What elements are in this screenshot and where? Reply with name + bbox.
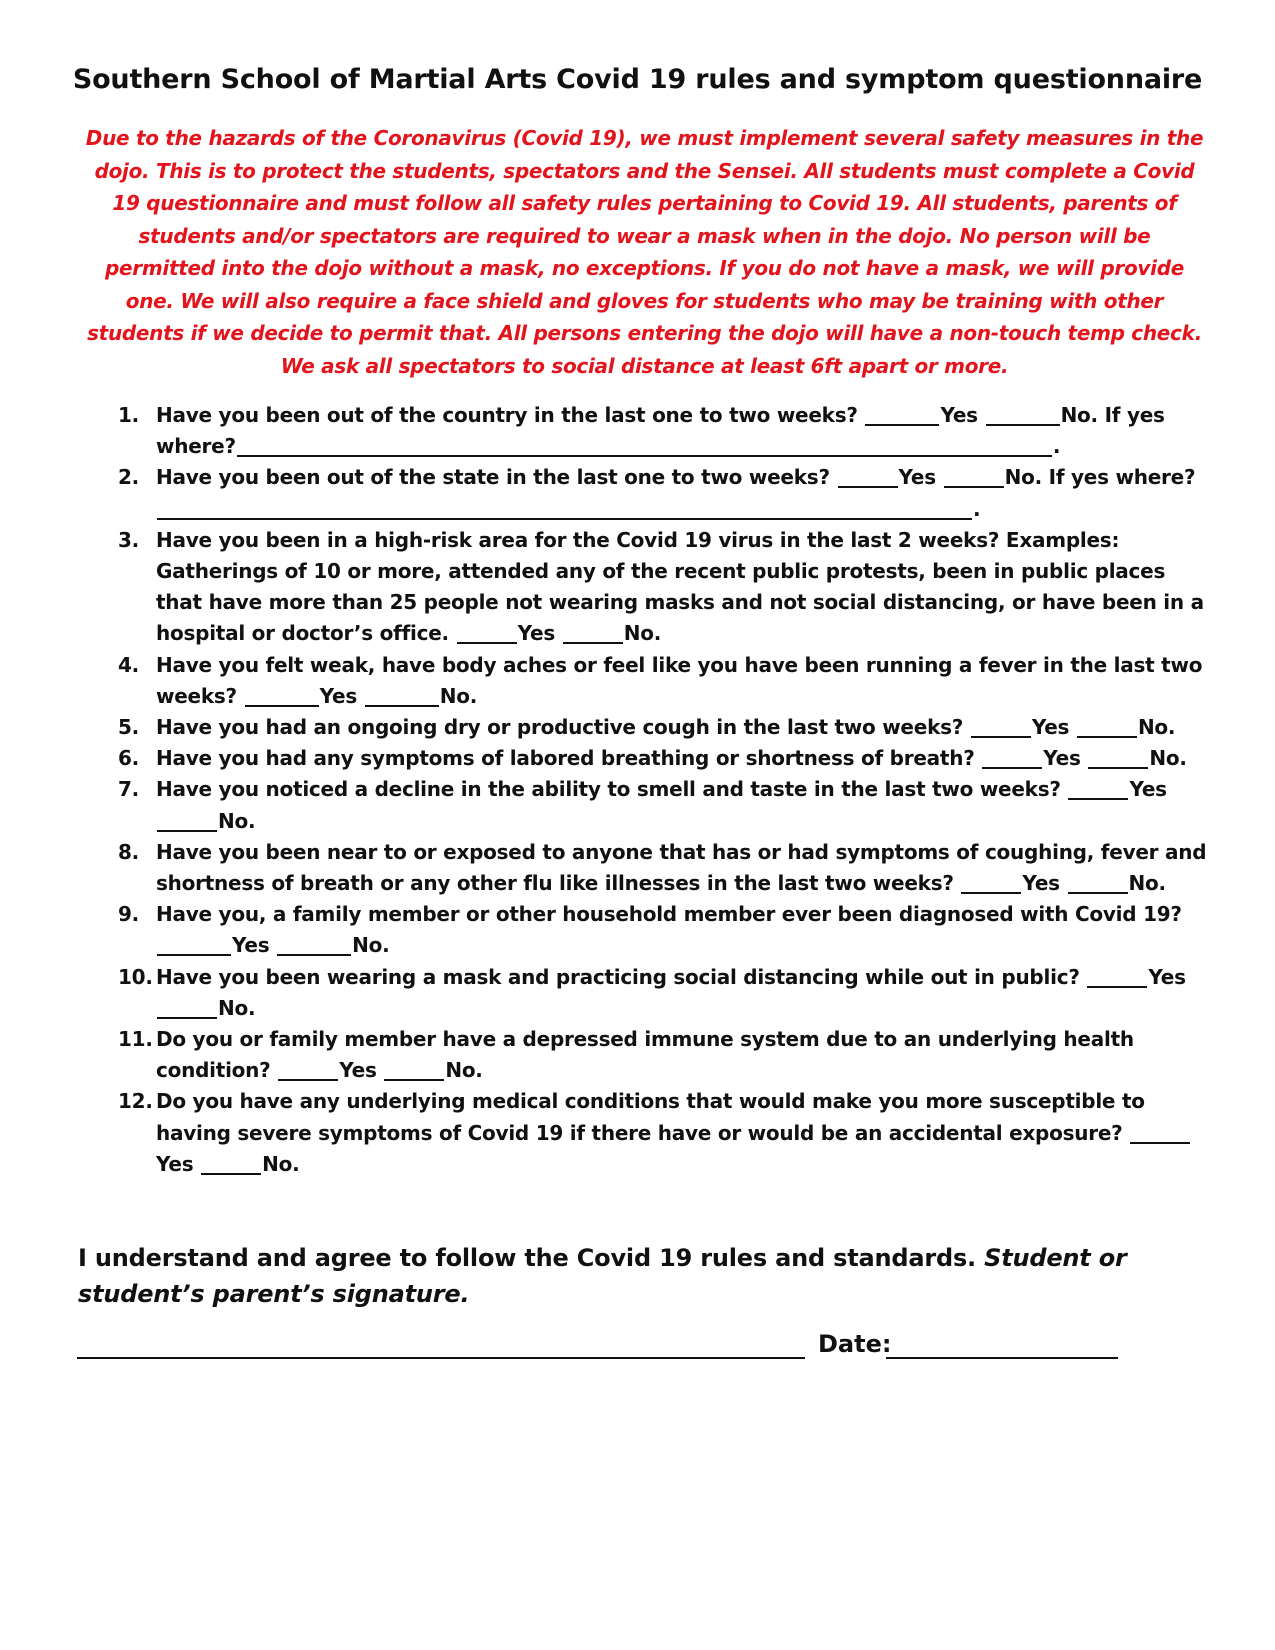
no-answer-line[interactable] — [157, 996, 217, 1019]
no-answer-line[interactable] — [986, 403, 1060, 426]
no-label: No. — [352, 933, 390, 958]
no-label: No. — [1149, 746, 1187, 771]
yes-label: Yes — [1148, 964, 1186, 989]
no-answer-line[interactable] — [944, 465, 1004, 488]
line-end-period: . — [973, 496, 981, 521]
question-number: 12. — [118, 1089, 153, 1114]
question-text: Have you had any symptoms of labored breathing or shortness of breath? — [156, 746, 975, 771]
yes-answer-line[interactable] — [961, 871, 1021, 894]
yes-label: Yes — [1022, 871, 1060, 896]
no-answer-line[interactable] — [1068, 871, 1128, 894]
agreement-statement — [78, 1240, 1208, 1312]
yes-label: Yes — [232, 933, 270, 958]
no-answer-line[interactable] — [384, 1058, 444, 1081]
question-text: Have you been out of the country in the last one to two weeks? — [156, 403, 858, 427]
question-text: Have you felt weak, have body aches or feel like you have been running a fever in the last two weeks? — [156, 652, 1203, 708]
question-4 — [118, 650, 1208, 712]
question-text: Have you been in a high-risk area for the Covid 19 virus in the last 2 weeks? Examples: Gatherings of 10 or more, attended any of the recent public protests, been in public places that have more than 25 people not wearing masks and not social distancing, or have been in a hospital or doctor’s office. — [156, 527, 1204, 646]
question-7 — [118, 774, 1208, 836]
no-label: No. — [218, 808, 256, 833]
no-label: No. — [1128, 871, 1166, 896]
no-answer-line[interactable] — [563, 621, 623, 644]
yes-label: Yes — [940, 403, 978, 427]
question-text: Do you or family member have a depressed immune system due to an underlying health condition? — [156, 1027, 1134, 1083]
no-answer-line[interactable] — [157, 809, 217, 832]
question-number: 4. — [118, 652, 140, 677]
yes-label: Yes — [156, 1151, 194, 1176]
yes-answer-line[interactable] — [1068, 777, 1128, 800]
question-list — [118, 400, 1208, 1180]
question-text: Have you, a family member or other household member ever been diagnosed with Covid 19? — [156, 902, 1182, 927]
where-answer-line[interactable] — [157, 497, 972, 520]
page-title: Southern School of Martial Arts Covid 19 rules and symptom questionnaire — [72, 64, 1203, 95]
yes-answer-line[interactable] — [157, 933, 231, 956]
question-text: Have you been wearing a mask and practicing social distancing while out in public? — [156, 964, 1080, 989]
yes-answer-line[interactable] — [1087, 965, 1147, 988]
question-12 — [118, 1086, 1208, 1180]
question-2 — [118, 462, 1208, 524]
yes-answer-line[interactable] — [838, 465, 898, 488]
question-number: 8. — [118, 839, 140, 864]
date-label: Date: — [818, 1330, 892, 1358]
yes-answer-line[interactable] — [245, 684, 319, 707]
yes-label: Yes — [1031, 715, 1070, 740]
question-6 — [118, 743, 1208, 774]
question-number: 5. — [118, 715, 140, 740]
question-9 — [118, 899, 1208, 961]
line-end-period: . — [1052, 434, 1061, 459]
question-1 — [118, 400, 1208, 462]
no-label: No. — [439, 683, 478, 708]
yes-label: Yes — [1043, 746, 1081, 771]
agreement-text: I understand and agree to follow the Covid 19 rules and standards. — [78, 1244, 976, 1272]
question-text: Have you noticed a decline in the ability to smell and taste in the last two weeks? — [156, 777, 1061, 802]
question-8 — [118, 837, 1208, 899]
no-label: No. If yes — [1060, 403, 1165, 427]
question-number: 2. — [118, 465, 140, 490]
question-number: 3. — [118, 527, 140, 552]
where-label: where? — [1115, 465, 1196, 490]
yes-answer-line[interactable] — [982, 746, 1042, 769]
yes-label: Yes — [1129, 777, 1167, 802]
no-label: No. If yes — [1004, 465, 1109, 490]
yes-answer-line[interactable] — [865, 403, 939, 426]
where-label: where? — [156, 434, 236, 459]
yes-label: Yes — [898, 465, 936, 490]
question-text: Have you been out of the state in the last one to two weeks? — [156, 465, 830, 490]
question-number: 6. — [118, 746, 140, 771]
no-label: No. — [218, 995, 256, 1020]
no-label: No. — [1137, 715, 1176, 740]
signature-label: Student or student’s parent’s signature. — [78, 1244, 1127, 1308]
safety-rules-notice: Due to the hazards of the Coronavirus (Covid 19), we must implement several safety measures in the dojo. This is to protect the students, spectators and the Sensei. All students must complete a Covid 19 questionnaire and must follow all safety rules pertaining to Covid 19. All students, parents of students and/or spectators are required to wear a mask when in the dojo. No person will be permitted into the dojo without a mask, no exceptions. If you do not have a mask, we will provide one. We will also require a face shield and gloves for students who may be training with other students if we decide to permit that. All persons entering the dojo will have a non-touch temp check. We ask all spectators to social distance at least 6ft apart or more. — [85, 126, 1204, 378]
where-answer-line[interactable] — [237, 434, 1052, 457]
question-11 — [118, 1024, 1208, 1086]
no-answer-line[interactable] — [365, 684, 439, 707]
no-answer-line[interactable] — [1077, 715, 1137, 738]
question-text: Have you had an ongoing dry or productive cough in the last two weeks? — [156, 715, 964, 740]
question-number: 1. — [118, 403, 140, 427]
yes-answer-line[interactable] — [278, 1058, 338, 1081]
no-label: No. — [445, 1058, 483, 1083]
date-line[interactable] — [886, 1357, 1118, 1359]
question-number: 9. — [118, 902, 140, 927]
no-label: No. — [623, 621, 662, 646]
question-number: 7. — [118, 777, 140, 802]
yes-label: Yes — [339, 1058, 377, 1083]
question-text: Do you have any underlying medical conditions that would make you more susceptible to having severe symptoms of Covid 19 if there have or would be an accidental exposure? — [156, 1089, 1145, 1145]
no-answer-line[interactable] — [1088, 746, 1148, 769]
yes-answer-line[interactable] — [457, 621, 517, 644]
yes-label: Yes — [319, 683, 358, 708]
yes-answer-line[interactable] — [971, 715, 1031, 738]
no-answer-line[interactable] — [277, 933, 351, 956]
yes-answer-line[interactable] — [1130, 1121, 1190, 1144]
yes-label: Yes — [517, 621, 555, 646]
question-10 — [118, 962, 1208, 1024]
question-number: 11. — [118, 1027, 153, 1052]
question-number: 10. — [118, 964, 153, 989]
question-3 — [118, 525, 1208, 650]
no-label: No. — [262, 1151, 300, 1176]
question-5 — [118, 712, 1208, 743]
signature-line[interactable] — [77, 1357, 805, 1359]
question-text: Have you been near to or exposed to anyone that has or had symptoms of coughing, fever and shortness of breath or any other flu like illnesses in the last two weeks? — [156, 839, 1207, 896]
no-answer-line[interactable] — [201, 1152, 261, 1175]
